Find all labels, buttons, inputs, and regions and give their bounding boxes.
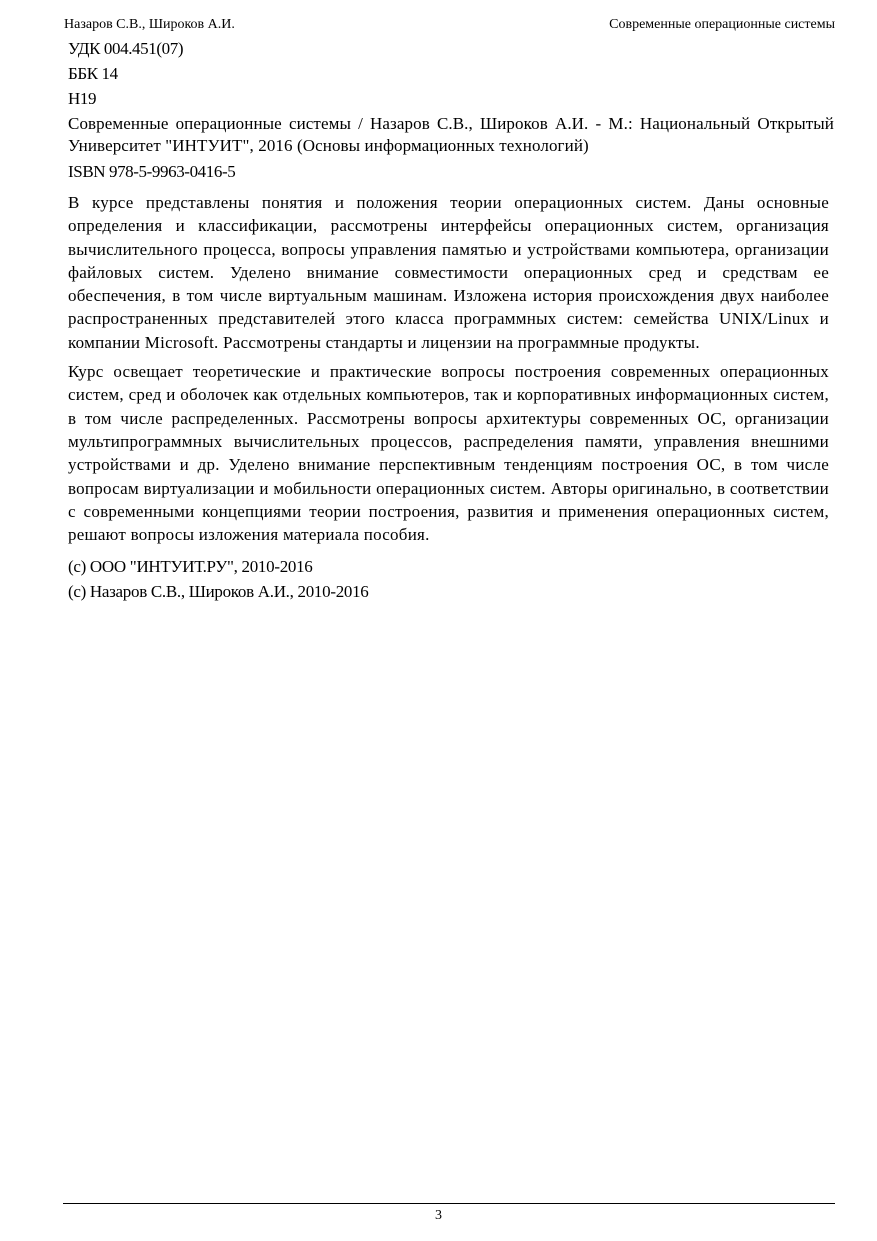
page-content — [68, 38, 834, 606]
abstract-paragraph: В курсе представлены понятия и положения теории операционных систем. Даны основные определения и классификации, рассмотрены интерфейсы операционных систем, организация вычислительного процесса, вопросы управления памятью и устройствами компьютера, организации файловых систем. Уделено внимание совместимости операционных сред и средствам ее обеспечения, в том числе виртуальным машинам. Изложена история происхождения двух наиболее распространенных представителей этого класса программных систем: семейства UNIX/Linux и компании Microsoft. Рассмотрены стандарты и лицензии на программные продукты. — [68, 193, 829, 352]
copyright-line: (c) ООО "ИНТУИТ.РУ", 2010-2016 — [68, 557, 313, 577]
bibliographic-citation: Современные операционные системы / Назаров С.В., Широков А.И. - М.: Национальный Открытый Университет "ИНТУИТ", 2016 (Основы информационных технологий) — [68, 114, 834, 155]
header-book-title: Современные операционные системы — [609, 17, 835, 32]
abstract-paragraph: Курс освещает теоретические и практические вопросы построения современных операционных систем, сред и оболочек как отдельных компьютеров, так и корпоративных информационных систем, в том числе распределенных. Рассмотрены вопросы архитектуры современных ОС, организации мультипрограммных вычислительных процессов, распределения памяти, управления внешними устройствами и др. Уделено внимание перспективным тенденциям построения ОС, в том числе вопросам виртуализации и мобильности операционных систем. Авторы оригинально, в соответствии с современными концепциями теории построения, развития и применения операционных систем, решают вопросы изложения материала пособия. — [68, 362, 829, 545]
isbn: ISBN 978-5-9963-0416-5 — [68, 162, 236, 181]
page-number: 3 — [435, 1208, 442, 1223]
author-mark: Н19 — [68, 89, 97, 108]
copyright-line: (c) Назаров С.В., Широков А.И., 2010-2016 — [68, 582, 369, 602]
bbk-code: ББК 14 — [68, 64, 118, 83]
copyright-block — [68, 556, 834, 603]
udk-code: УДК 004.451(07) — [68, 39, 184, 58]
header-authors: Назаров С.В., Широков А.И. — [64, 17, 235, 32]
footer-divider — [63, 1203, 835, 1204]
running-header — [64, 16, 835, 34]
